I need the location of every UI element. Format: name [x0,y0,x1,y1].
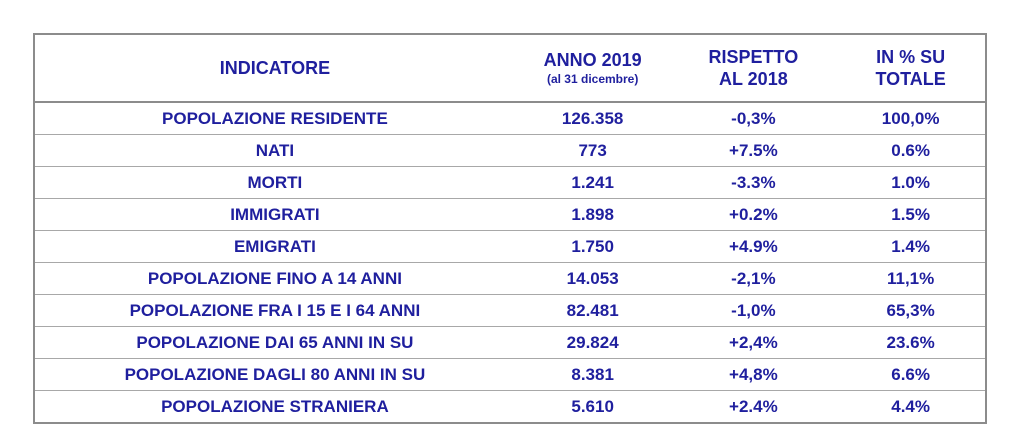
table-row [34,102,986,135]
cell-label: POPOLAZIONE STRANIERA [34,391,515,424]
cell-change: +7.5% [671,135,837,167]
cell-percent: 1.5% [836,199,986,231]
header-percent-line1: IN % SU [876,47,946,67]
cell-value: 126.358 [561,108,624,128]
cell-percent: 1.4% [836,231,986,263]
cell-label: EMIGRATI [34,231,515,263]
cell-change: -0,3% [731,108,776,128]
cell-value: 14.053 [515,263,671,295]
header-rispetto [671,34,837,102]
header-anno-title: ANNO 2019 [543,50,642,70]
header-indicatore: INDICATORE [34,34,515,102]
cell-percent: 23.6% [836,327,986,359]
cell-label: POPOLAZIONE DAI 65 ANNI IN SU [34,327,515,359]
cell-change: -2,1% [671,263,837,295]
header-rispetto-line2: AL 2018 [719,69,788,89]
cell-change: +2,4% [671,327,837,359]
cell-label: NATI [34,135,515,167]
table-body [34,102,986,423]
header-rispetto-line1: RISPETTO [708,47,799,67]
table-row [34,199,986,231]
table-header [34,34,986,102]
table-row [34,391,986,424]
cell-change: +4,8% [671,359,837,391]
cell-percent: 4.4% [836,391,986,424]
cell-label: POPOLAZIONE DAGLI 80 ANNI IN SU [34,359,515,391]
cell-label: IMMIGRATI [34,199,515,231]
cell-value: 1.241 [515,167,671,199]
header-percent-line2: TOTALE [875,69,946,89]
cell-value: 8.381 [515,359,671,391]
table-row [34,231,986,263]
cell-percent: 100,0% [881,108,940,128]
cell-value: 773 [515,135,671,167]
cell-value: 1.750 [515,231,671,263]
table-row [34,167,986,199]
table-row [34,359,986,391]
cell-label: POPOLAZIONE RESIDENTE [162,108,388,128]
cell-percent: 6.6% [836,359,986,391]
cell-label: MORTI [34,167,515,199]
cell-change: +2.4% [671,391,837,424]
cell-change: -1,0% [671,295,837,327]
statistics-table-container [33,33,987,424]
header-percent [836,34,986,102]
header-anno [515,34,671,102]
cell-percent: 0.6% [836,135,986,167]
cell-label: POPOLAZIONE FRA I 15 E I 64 ANNI [34,295,515,327]
cell-percent: 11,1% [836,263,986,295]
cell-change: -3.3% [671,167,837,199]
cell-value: 5.610 [515,391,671,424]
table-row [34,135,986,167]
table-row [34,327,986,359]
cell-percent: 65,3% [836,295,986,327]
cell-value: 82.481 [515,295,671,327]
cell-value: 29.824 [515,327,671,359]
cell-label: POPOLAZIONE FINO A 14 ANNI [34,263,515,295]
cell-value: 1.898 [515,199,671,231]
table-row [34,263,986,295]
cell-change: +4.9% [671,231,837,263]
cell-percent: 1.0% [836,167,986,199]
table-row [34,295,986,327]
population-indicators-table [33,33,987,424]
header-anno-subtitle: (al 31 dicembre) [546,72,639,86]
cell-change: +0.2% [671,199,837,231]
